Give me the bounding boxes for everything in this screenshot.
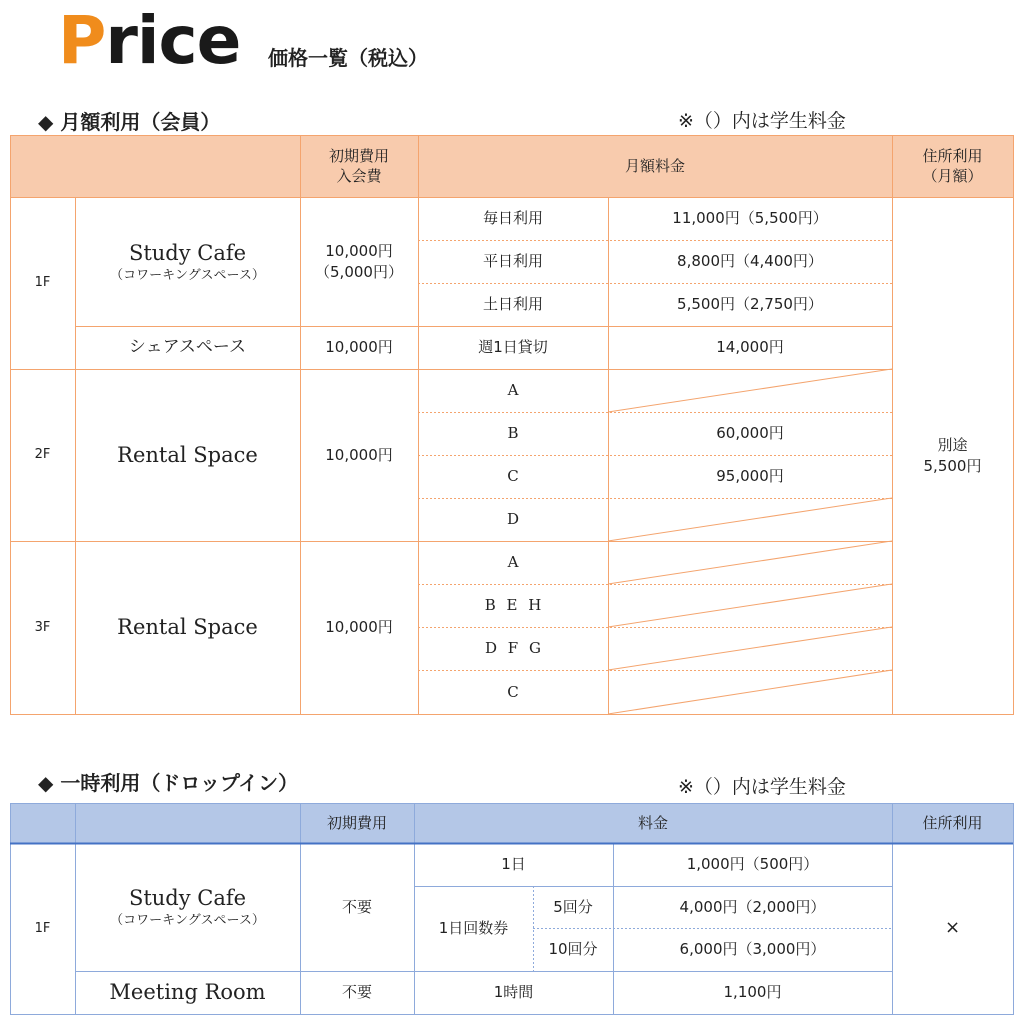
plan-price: 11,000円（5,500円）: [672, 209, 828, 228]
dropin-ticket-label: 1日回数券: [438, 919, 509, 938]
plan-price: 8,800円（4,400円）: [677, 252, 823, 271]
share-space-price: 14,000円: [716, 338, 784, 357]
ticket-name: 10回分: [548, 940, 598, 959]
dropin-floor-label-1f: 1F: [34, 920, 51, 936]
rental-space-3f-fee: 10,000円: [325, 618, 393, 637]
dropin-study-cafe-name: Study Cafe: [128, 886, 247, 911]
room-name: C: [507, 467, 519, 486]
header-address-use: 住所利用 （月額）: [922, 146, 983, 185]
plan-price: 5,500円（2,750円）: [677, 295, 823, 314]
plan-name: 毎日利用: [482, 209, 543, 228]
ticket-name: 5回分: [553, 897, 593, 916]
study-cafe-subtitle: （コワーキングスペース）: [110, 267, 265, 283]
dropin-address-value: ×: [944, 917, 961, 939]
room-name: A: [507, 553, 519, 572]
dropin-header-address-use: 住所利用: [922, 813, 983, 832]
floor-label-2f: 2F: [34, 447, 51, 463]
room-name: A: [507, 381, 519, 400]
ticket-price: 6,000円（3,000円）: [679, 940, 826, 959]
rental-space-2f-name: Rental Space: [117, 442, 258, 467]
meeting-room-price: 1,100円: [723, 983, 782, 1002]
room-price: 60,000円: [716, 424, 784, 443]
study-cafe-name: Study Cafe: [128, 240, 247, 265]
dropin-header-fee: 料金: [637, 813, 668, 832]
share-space-fee: 10,000円: [325, 338, 393, 357]
page-subtitle: 価格一覧（税込）: [268, 46, 428, 70]
monthly-student-note: ※（）内は学生料金: [678, 110, 846, 132]
floor-label-3f: 3F: [34, 619, 51, 635]
dropin-day-label: 1日: [501, 855, 526, 874]
study-cafe-fee: 10,000円: [325, 242, 393, 261]
ticket-price: 4,000円（2,000円）: [679, 897, 826, 916]
rental-space-3f-name: Rental Space: [117, 615, 258, 640]
title-initial: P: [58, 2, 106, 79]
header-monthly-fee: 月額料金: [624, 156, 685, 175]
room-price: 95,000円: [716, 467, 784, 486]
room-name: D: [506, 510, 520, 529]
dropin-study-cafe-subtitle: （コワーキングスペース）: [110, 913, 265, 929]
share-space-plan: 週1日貸切: [478, 338, 548, 357]
monthly-section-title: ◆ 月額利用（会員）: [38, 110, 221, 134]
dropin-day-price: 1,000円（500円）: [686, 855, 819, 874]
meeting-room-unit: 1時間: [493, 983, 534, 1002]
meeting-room-name: Meeting Room: [109, 980, 266, 1005]
room-name: C: [507, 682, 519, 701]
floor-label-1f: 1F: [34, 275, 51, 291]
dropin-study-cafe-initial: 不要: [341, 897, 372, 916]
rental-space-2f-fee: 10,000円: [325, 445, 393, 464]
study-cafe-fee-student: （5,000円）: [315, 262, 403, 281]
plan-name: 平日利用: [482, 252, 543, 271]
dropin-student-note: ※（）内は学生料金: [678, 776, 846, 798]
dropin-section-title: ◆ 一時利用（ドロップイン）: [38, 771, 299, 795]
room-name: B E H: [484, 596, 542, 615]
header-initial-fee: 初期費用 入会費: [328, 146, 389, 185]
room-name: D F G: [485, 639, 541, 658]
dropin-study-cafe-cell: [75, 843, 300, 971]
meeting-room-initial: 不要: [341, 983, 372, 1002]
dropin-header-initial-fee: 初期費用: [326, 813, 387, 832]
room-name: B: [507, 424, 519, 443]
plan-name: 土日利用: [482, 295, 543, 314]
share-space-name: シェアスペース: [128, 337, 247, 358]
address-use-price: 別途 5,500円: [923, 436, 982, 475]
title-rest: rice: [105, 2, 241, 79]
